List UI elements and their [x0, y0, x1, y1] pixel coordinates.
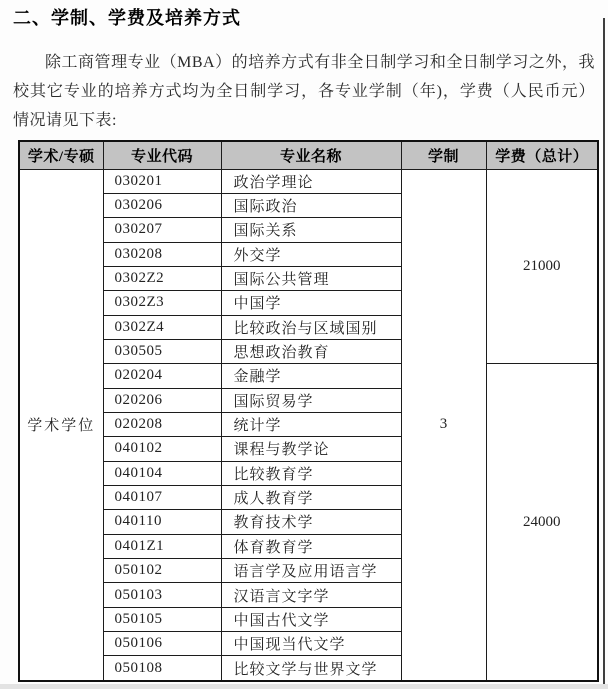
duration-cell: 3 [401, 169, 486, 681]
code-cell: 0401Z1 [103, 534, 221, 558]
code-cell: 040102 [103, 437, 221, 461]
table-row [19, 364, 598, 388]
header-cell-3: 学制 [401, 141, 486, 169]
code-cell: 040110 [103, 510, 221, 534]
code-cell: 040104 [103, 461, 221, 485]
scan-edge-line [603, 18, 605, 689]
code-cell: 030505 [103, 339, 221, 363]
code-cell: 030206 [103, 193, 221, 217]
name-cell: 外交学 [221, 242, 401, 266]
name-cell: 比较政治与区域国别 [221, 315, 401, 339]
code-cell: 050102 [103, 559, 221, 583]
name-cell: 课程与教学论 [221, 437, 401, 461]
category-cell: 学术学位 [19, 169, 103, 681]
code-cell: 050103 [103, 583, 221, 607]
header-cell-2: 专业名称 [221, 141, 401, 169]
name-cell: 比较教育学 [221, 461, 401, 485]
header-cell-0: 学术/专硕 [19, 141, 103, 169]
name-cell: 金融学 [221, 364, 401, 388]
code-cell: 030207 [103, 218, 221, 242]
fee-cell: 21000 [486, 169, 598, 364]
code-cell: 020208 [103, 412, 221, 436]
name-cell: 国际贸易学 [221, 388, 401, 412]
name-cell: 教育技术学 [221, 510, 401, 534]
code-cell: 050106 [103, 632, 221, 656]
name-cell: 国际政治 [221, 193, 401, 217]
code-cell: 030201 [103, 169, 221, 193]
name-cell: 中国古代文学 [221, 607, 401, 631]
code-cell: 020206 [103, 388, 221, 412]
header-cell-1: 专业代码 [103, 141, 221, 169]
code-cell: 050105 [103, 607, 221, 631]
name-cell: 国际公共管理 [221, 266, 401, 290]
code-cell: 040107 [103, 485, 221, 509]
tuition-table [18, 140, 599, 682]
name-cell: 汉语言文字学 [221, 583, 401, 607]
name-cell: 比较文学与世界文学 [221, 656, 401, 681]
code-cell: 030208 [103, 242, 221, 266]
fee-cell: 24000 [486, 364, 598, 681]
code-cell: 0302Z3 [103, 291, 221, 315]
name-cell: 中国现当代文学 [221, 632, 401, 656]
name-cell: 成人教育学 [221, 485, 401, 509]
code-cell: 0302Z2 [103, 266, 221, 290]
page-bottom-shadow [0, 684, 608, 689]
code-cell: 0302Z4 [103, 315, 221, 339]
name-cell: 统计学 [221, 412, 401, 436]
table-header-row [19, 141, 598, 169]
name-cell: 体育教育学 [221, 534, 401, 558]
code-cell: 020204 [103, 364, 221, 388]
header-cell-4: 学费（总计） [486, 141, 598, 169]
section-title: 二、学制、学费及培养方式 [13, 8, 241, 28]
name-cell: 中国学 [221, 291, 401, 315]
intro-paragraph: 除工商管理专业（MBA）的培养方式有非全日制学习和全日制学习之外，我校其它专业的培养方式均为全日制学习，各专业学制（年)，学费（人民币元）情况请见下表: [13, 54, 595, 129]
code-cell: 050108 [103, 656, 221, 681]
table-row [19, 169, 598, 193]
name-cell: 国际关系 [221, 218, 401, 242]
name-cell: 思想政治教育 [221, 339, 401, 363]
name-cell: 政治学理论 [221, 169, 401, 193]
name-cell: 语言学及应用语言学 [221, 559, 401, 583]
